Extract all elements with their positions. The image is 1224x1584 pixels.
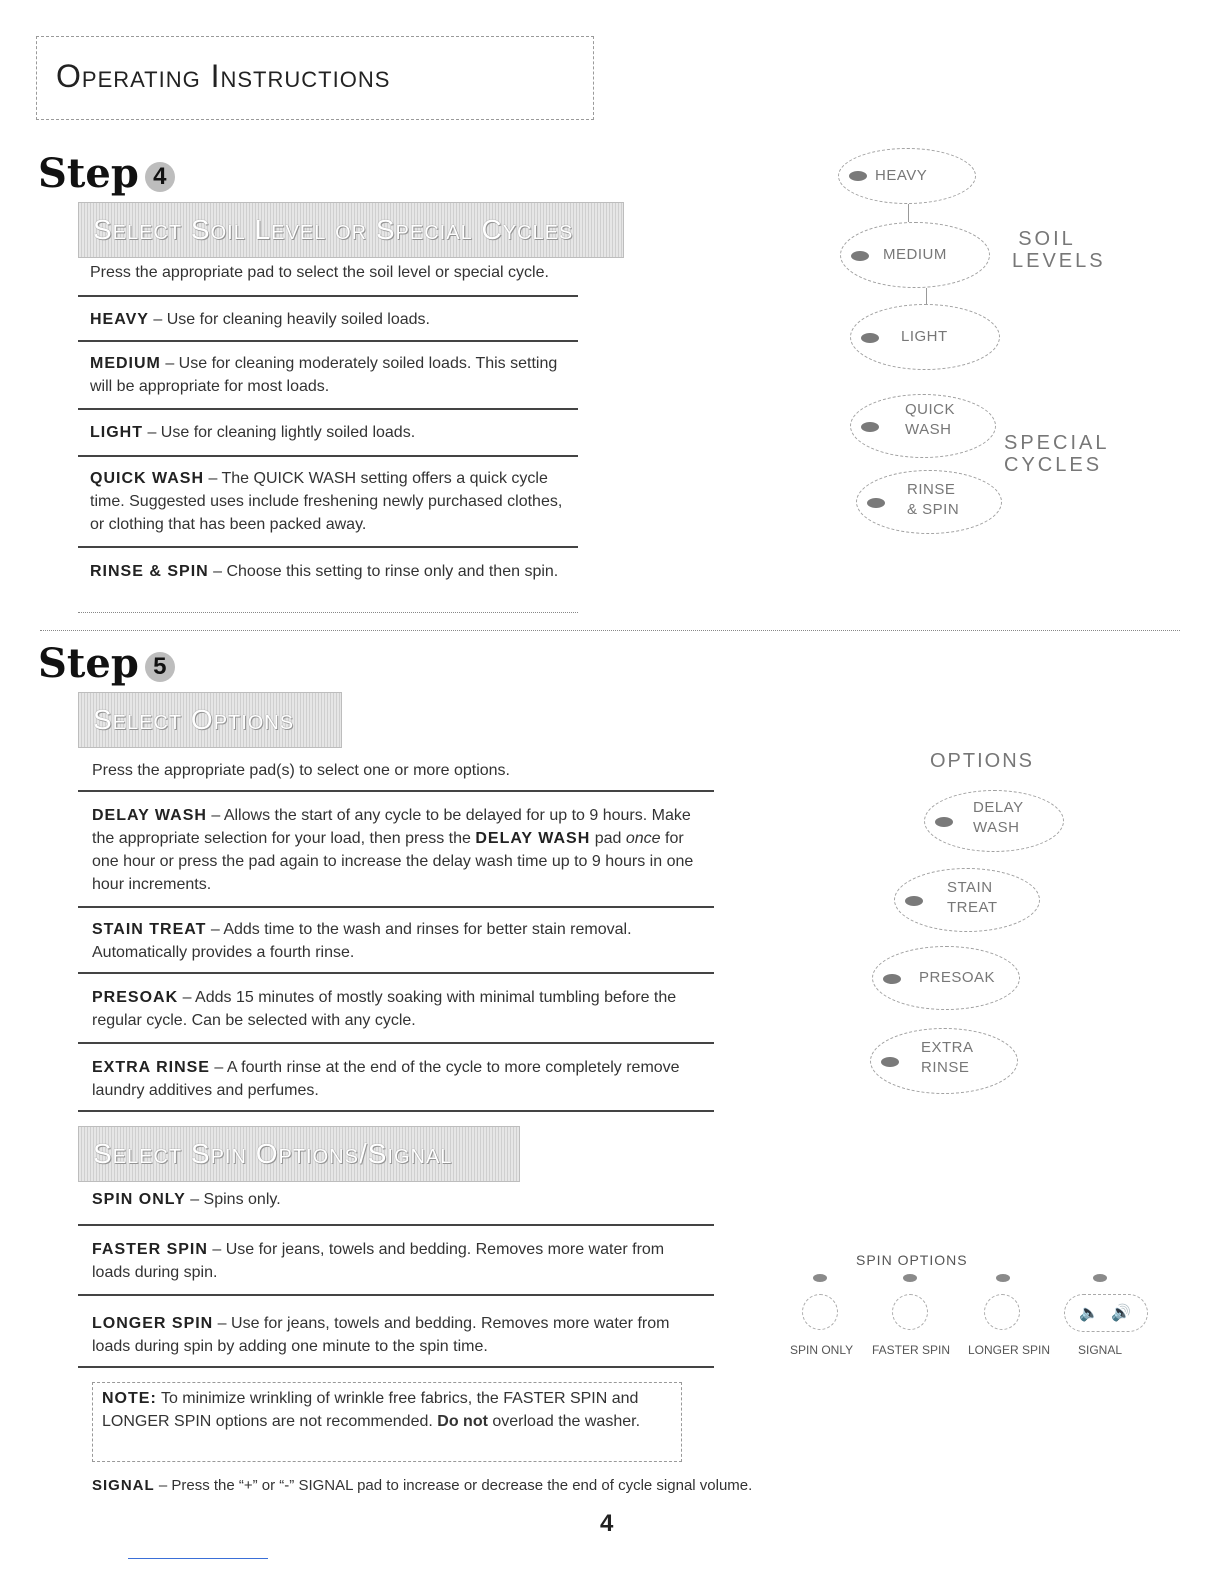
note-text: NOTE: To minimize wrinkling of wrinkle free fabrics, the FASTER SPIN and LONGER SPIN options are not recommended. Do not overload the washer. — [102, 1390, 641, 1430]
pad-label: LIGHT — [901, 328, 948, 345]
signal-description: SIGNAL – Press the “+” or “-” SIGNAL pad to increase or decrease the end of cycle signal volume. — [92, 1477, 753, 1494]
divider — [78, 1294, 714, 1296]
led-icon — [905, 896, 923, 906]
divider — [78, 906, 714, 908]
medium-description: MEDIUM – Use for cleaning moderately soiled loads. This setting will be appropriate for most loads. — [90, 355, 558, 395]
delay-wash-description: DELAY WASH – Allows the start of any cycle to be delayed for up to 9 hours. Make the appropriate selection for your load, then press the DELAY WASH pad once for one hour or press the pad again to increase the delay wash time up to 9 hours in one hour increments. — [92, 807, 694, 893]
pad-label: QUICK — [905, 401, 956, 418]
step-5-banner: Select Options — [78, 692, 342, 748]
pad-label: MEDIUM — [883, 246, 947, 263]
divider — [78, 1366, 714, 1368]
divider — [78, 1224, 714, 1226]
step-5-number: 5 — [145, 652, 175, 682]
pad-label: STAIN — [947, 879, 993, 896]
speaker-quiet-icon: 🔈 — [1079, 1305, 1099, 1322]
special-cycles-label: SPECIAL CYCLES — [1004, 432, 1110, 476]
divider — [78, 1042, 714, 1044]
rinse-spin-description: RINSE & SPIN – Choose this setting to rinse only and then spin. — [90, 563, 559, 580]
led-icon — [867, 498, 885, 508]
pad-label: & SPIN — [907, 501, 960, 518]
spin-only-button[interactable] — [802, 1294, 838, 1330]
presoak-description: PRESOAK – Adds 15 minutes of mostly soaking with minimal tumbling before the regular cycle. Can be selected with any cycle. — [92, 989, 677, 1029]
step-4-banner: Select Soil Level or Special Cycles — [78, 202, 624, 258]
longer-spin-label: LONGER SPIN — [968, 1343, 1051, 1357]
led-icon — [849, 171, 867, 181]
pad-label: WASH — [973, 819, 1020, 836]
led-icon — [813, 1274, 827, 1282]
divider — [78, 340, 578, 342]
longer-spin-description: LONGER SPIN – Use for jeans, towels and bedding. Removes more water from loads during spin by adding one minute to the spin time. — [92, 1315, 670, 1355]
divider — [78, 1110, 714, 1112]
led-icon — [861, 422, 879, 432]
led-icon — [935, 817, 953, 827]
step-5-intro: Press the appropriate pad(s) to select one or more options. — [92, 762, 510, 779]
light-description: LIGHT – Use for cleaning lightly soiled loads. — [90, 424, 416, 441]
page-number: 4 — [600, 1510, 614, 1537]
divider — [78, 546, 578, 548]
step-4-label: Step — [38, 150, 139, 197]
faster-spin-description: FASTER SPIN – Use for jeans, towels and bedding. Removes more water from loads during spin. — [92, 1241, 665, 1281]
light-pad[interactable] — [850, 304, 1000, 370]
pad-label: WASH — [905, 421, 952, 438]
pad-label: DELAY — [973, 799, 1024, 816]
delay-wash-pad[interactable] — [924, 790, 1064, 852]
led-icon — [883, 974, 901, 984]
led-icon — [861, 333, 879, 343]
led-icon — [1093, 1274, 1107, 1282]
section-divider — [40, 630, 1180, 631]
quick-wash-pad[interactable] — [850, 394, 996, 458]
options-label: OPTIONS — [930, 750, 1035, 772]
longer-spin-button[interactable] — [984, 1294, 1020, 1330]
faster-spin-button[interactable] — [892, 1294, 928, 1330]
signal-button[interactable] — [1064, 1294, 1148, 1332]
connector-line — [908, 204, 909, 222]
pad-label: RINSE — [907, 481, 956, 498]
stain-treat-pad[interactable] — [894, 868, 1040, 932]
led-icon — [903, 1274, 917, 1282]
spin-only-label: SPIN ONLY — [790, 1343, 854, 1357]
pad-label: TREAT — [947, 899, 998, 916]
spin-options-banner: Select Spin Options/Signal — [78, 1126, 520, 1182]
divider — [78, 972, 714, 974]
step-5-heading — [38, 640, 175, 687]
spin-options-label: SPIN OPTIONS — [856, 1252, 968, 1268]
divider — [78, 790, 714, 792]
extra-rinse-description: EXTRA RINSE – A fourth rinse at the end of the cycle to more completely remove laundry additives and perfumes. — [92, 1059, 680, 1099]
faster-spin-label: FASTER SPIN — [872, 1343, 951, 1357]
heavy-pad[interactable] — [838, 148, 976, 204]
connector-line — [926, 288, 927, 304]
step-4-intro: Press the appropriate pad to select the soil level or special cycle. — [90, 264, 549, 281]
step-4-heading — [38, 150, 175, 197]
presoak-pad[interactable] — [872, 946, 1020, 1010]
footer-line — [128, 1558, 268, 1559]
soil-levels-label: SOIL LEVELS — [1012, 228, 1106, 272]
spin-only-description: SPIN ONLY – Spins only. — [92, 1191, 281, 1208]
divider — [78, 295, 578, 297]
divider — [78, 455, 578, 457]
page-title: Operating Instructions — [56, 58, 391, 94]
stain-treat-description: STAIN TREAT – Adds time to the wash and rinses for better stain removal. Automatically provides a fourth rinse. — [92, 921, 632, 961]
extra-rinse-pad[interactable] — [870, 1028, 1018, 1094]
quick-wash-description: QUICK WASH – The QUICK WASH setting offers a quick cycle time. Suggested uses include freshening newly purchased clothes, or clothing that has been packed away. — [90, 470, 563, 533]
divider — [78, 612, 578, 613]
medium-pad[interactable] — [840, 222, 990, 288]
speaker-loud-icon: 🔊 — [1111, 1305, 1131, 1322]
led-icon — [851, 251, 869, 261]
pad-label: PRESOAK — [919, 969, 996, 986]
signal-label: SIGNAL — [1078, 1343, 1123, 1357]
step-4-number: 4 — [145, 162, 175, 192]
rinse-spin-pad[interactable] — [856, 470, 1002, 534]
pad-label: HEAVY — [875, 167, 928, 184]
divider — [78, 408, 578, 410]
led-icon — [996, 1274, 1010, 1282]
heavy-description: HEAVY – Use for cleaning heavily soiled loads. — [90, 311, 430, 328]
step-5-label: Step — [38, 640, 139, 687]
pad-label: RINSE — [921, 1059, 970, 1076]
pad-label: EXTRA — [921, 1039, 974, 1056]
led-icon — [881, 1057, 899, 1067]
